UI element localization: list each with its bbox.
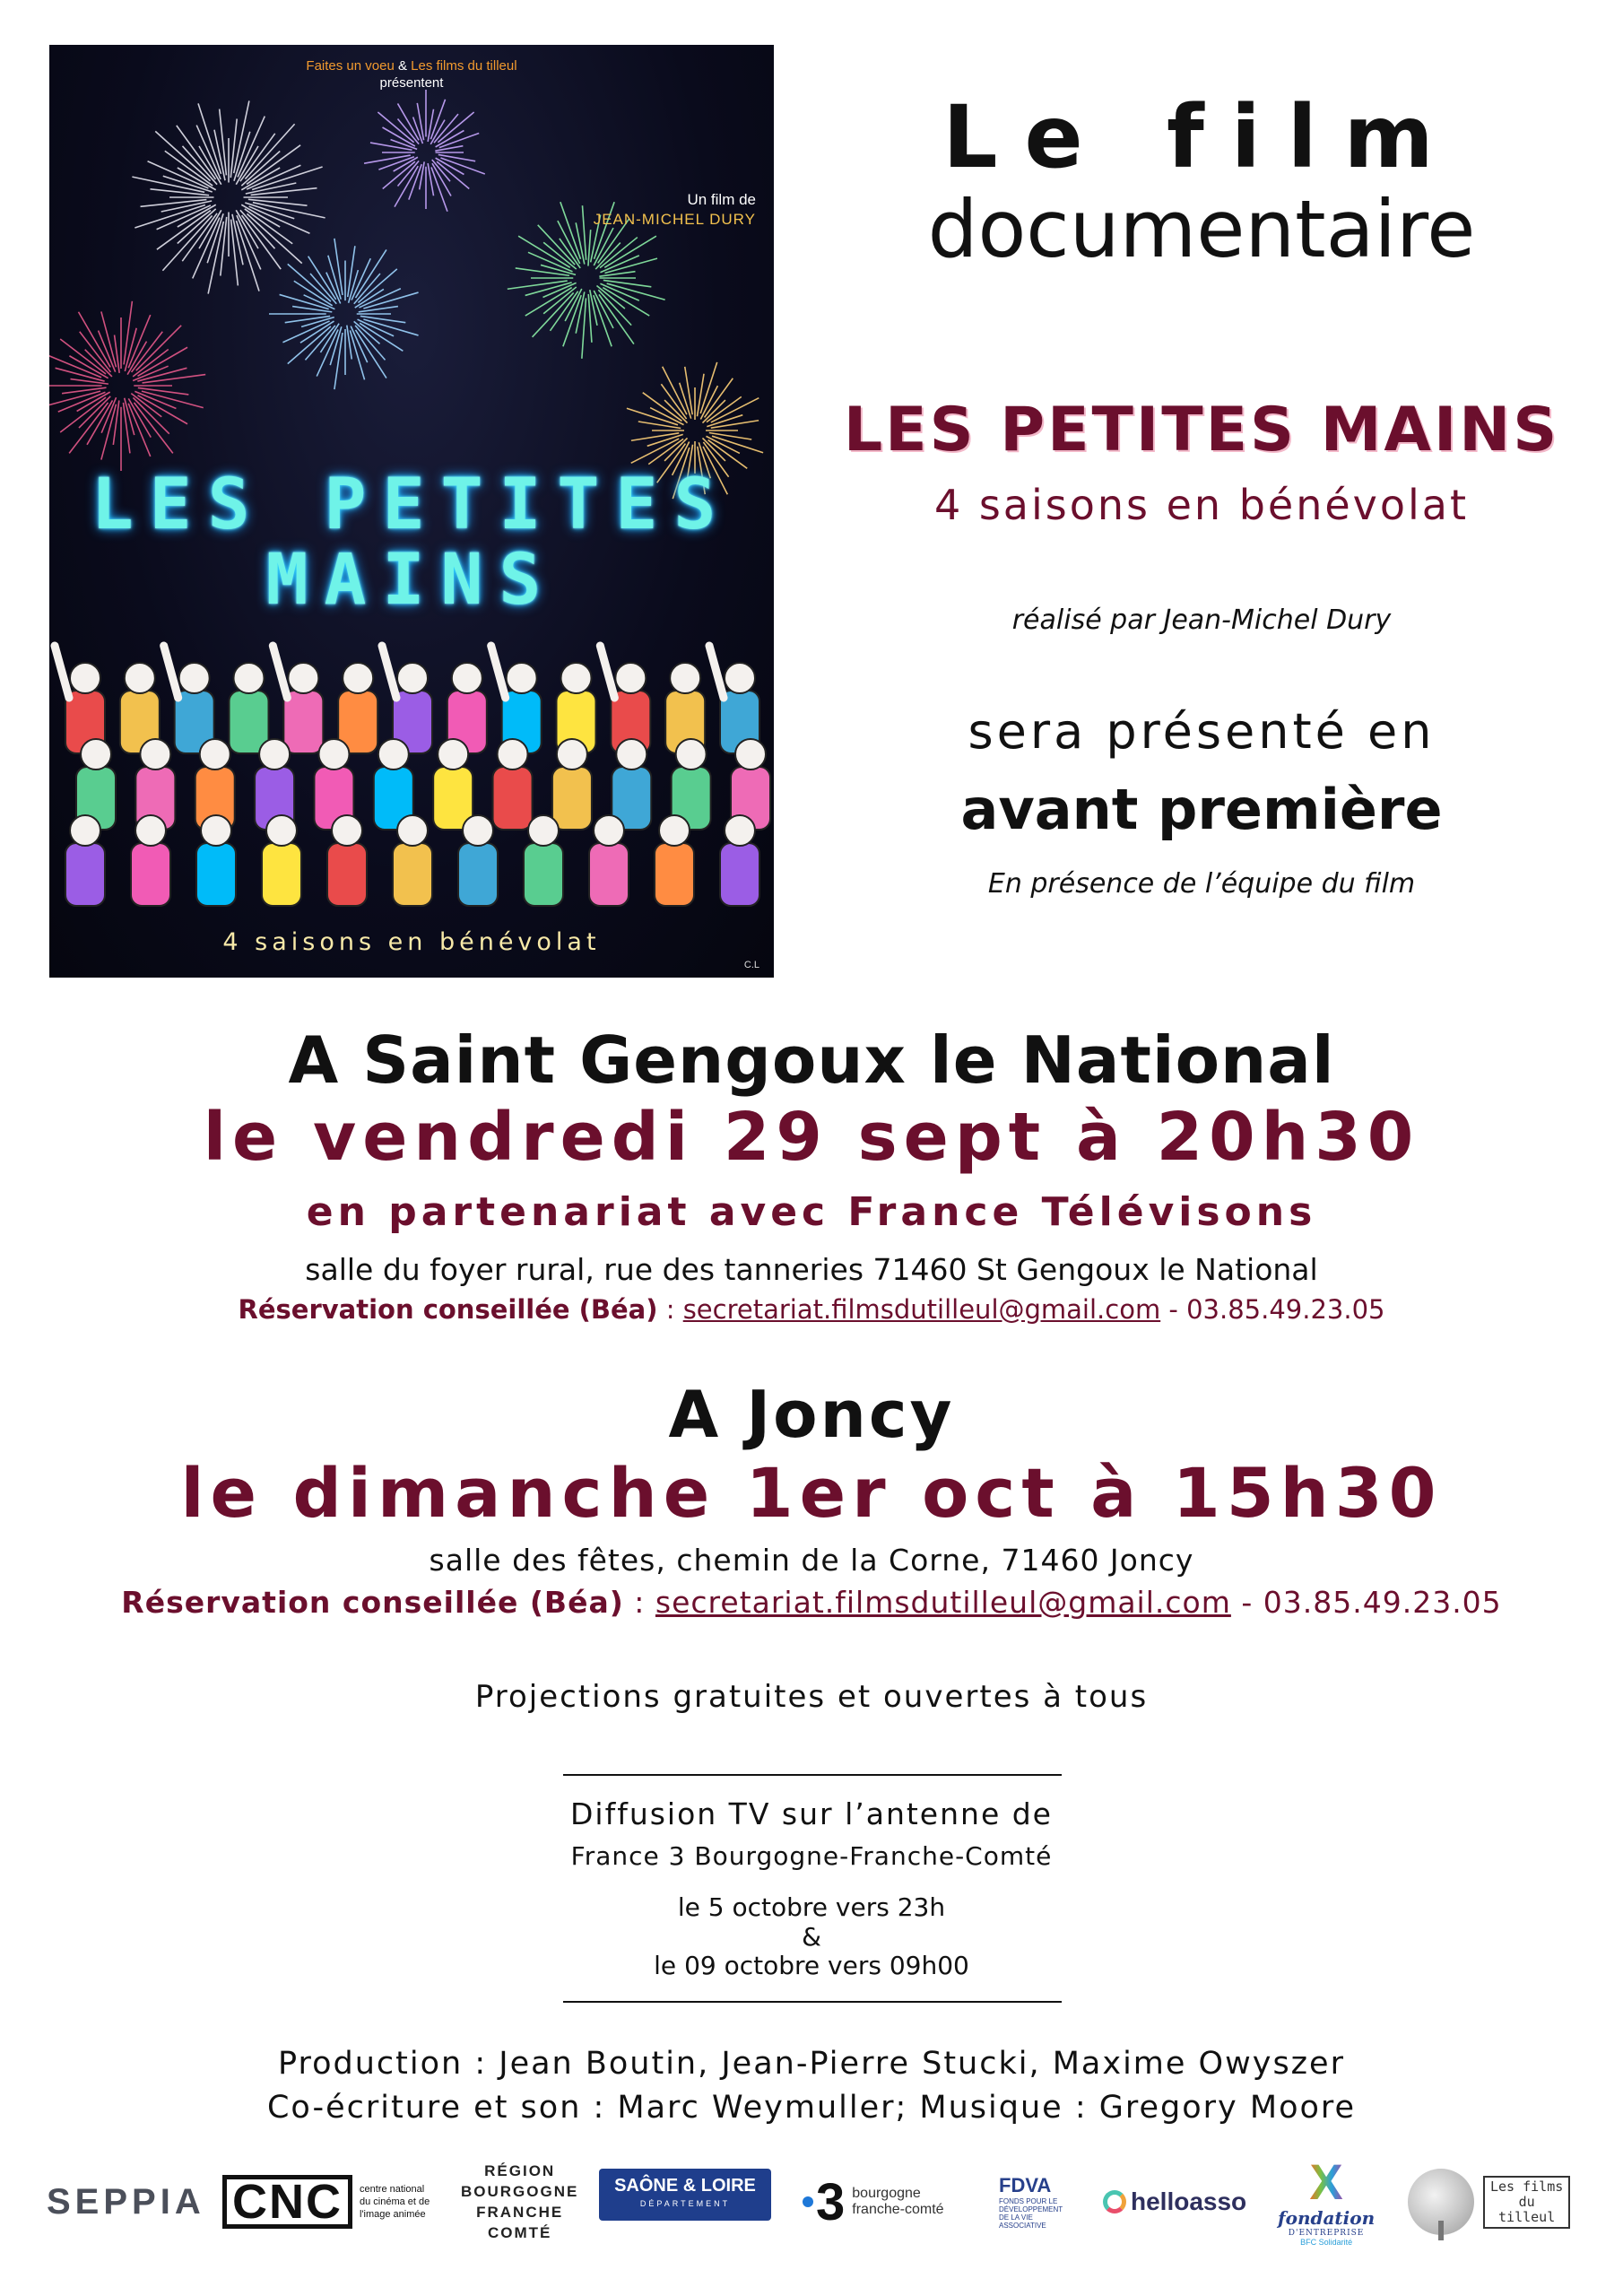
firework-ray (439, 133, 479, 147)
firework-ray (364, 155, 411, 163)
firework-ray (115, 335, 120, 372)
firework-ray (435, 146, 463, 151)
poster-director-intro: Un film de (687, 191, 756, 208)
firework-ray (603, 280, 651, 286)
crowd-body (327, 843, 367, 906)
region-line: BOURGOGNE (461, 2183, 579, 2200)
credits-writing: Co-écriture et son : Marc Weymuller; Musique : Gregory Moore (266, 2090, 1357, 2126)
firework-ray (123, 403, 129, 454)
film-title: LES PETITES MAINS (843, 395, 1560, 465)
tv-amp: & (802, 1922, 821, 1952)
event2-resa-label: Réservation conseillée (Béa) (121, 1585, 624, 1620)
france3-text-line: franche-comté (852, 2202, 944, 2217)
event2-venue: salle des fêtes, chemin de la Corne, 71460 Joncy (429, 1543, 1194, 1578)
event1-phone: - 03.85.49.23.05 (1160, 1294, 1385, 1325)
crowd-body (552, 767, 592, 830)
firework-ray (280, 294, 329, 309)
region-bfc-logo (461, 2148, 578, 2256)
cnc-text (360, 2183, 430, 2221)
firework-ray (712, 436, 763, 453)
event1-reservation (0, 1294, 1623, 1325)
firework-ray (132, 177, 204, 192)
firework-ray (508, 281, 568, 289)
crowd-head (70, 815, 100, 846)
firework-ray (709, 433, 751, 440)
crowd-head (507, 663, 537, 693)
firework-ray (334, 333, 343, 389)
film-poster (49, 45, 774, 978)
fondation-x-icon: X (1309, 2153, 1343, 2210)
credits-production: Production : Jean Boutin, Jean-Pierre Stucki, Maxime Owyszer (278, 2046, 1345, 2082)
saone-loire-logo (599, 2169, 771, 2221)
crowd-head (397, 663, 428, 693)
firework-ray (232, 214, 243, 265)
firework-ray (360, 316, 405, 322)
event2-email-link[interactable]: secretariat.filmsdutilleul@gmail.com (655, 1585, 1231, 1620)
crowd-head (725, 815, 755, 846)
firework-ray (125, 328, 136, 371)
firework-ray (208, 222, 223, 294)
event1-resa-sep: : (657, 1294, 683, 1325)
header-line1: Le film (942, 87, 1461, 187)
fdva-line: FONDS POUR LE (999, 2197, 1058, 2205)
firework-ray (638, 422, 681, 429)
crowd-head (318, 739, 349, 770)
cnc-text-line: centre national (360, 2184, 425, 2195)
firework-ray (437, 161, 469, 188)
firework-ray (330, 326, 342, 365)
france3-dot-icon (803, 2196, 813, 2207)
tilleul-line: tilleul (1498, 2208, 1556, 2225)
firework-ray (428, 109, 433, 142)
crowd-head (266, 815, 297, 846)
crowd-head (140, 739, 170, 770)
crowd-body (65, 843, 105, 906)
firework-ray (251, 188, 317, 196)
poster-director (594, 190, 756, 230)
presented-text: sera présenté en (968, 703, 1436, 760)
event1-date: le vendredi 29 sept à 20h30 (203, 1099, 1420, 1176)
crowd-body (196, 843, 236, 906)
crowd-head (70, 663, 100, 693)
cnc-mark: CNC (222, 2175, 352, 2229)
event2-place: A Joncy (668, 1377, 955, 1452)
firework-ray (370, 143, 412, 150)
crowd-body (655, 843, 694, 906)
crowd-head (288, 663, 318, 693)
made-by: réalisé par Jean-Michel Dury (1011, 604, 1392, 636)
cnc-text-line: l'image animée (360, 2209, 426, 2220)
firework-ray (705, 378, 733, 418)
fdva-line: DÉVELOPPEMENT (999, 2205, 1063, 2213)
firework-ray (62, 387, 106, 394)
crowd-body (493, 767, 533, 830)
firework-ray (438, 154, 475, 161)
presence-text: En présence de l’équipe du film (987, 868, 1416, 900)
firework-ray (516, 268, 569, 275)
firework-ray (607, 283, 665, 300)
crowd-head (615, 663, 646, 693)
poster-title-line1: LES PETITES (91, 465, 733, 545)
tv-date2: le 09 octobre vers 09h00 (654, 1951, 969, 1980)
firework-ray (582, 205, 586, 260)
firework-ray (599, 272, 635, 277)
firework-ray (431, 167, 447, 211)
firework-ray (220, 109, 227, 176)
poster-presenter-a: Faites un voeu (306, 58, 395, 74)
crowd-arm (600, 646, 614, 698)
poster-title-line2: MAINS (265, 540, 558, 621)
crowd-arm (491, 646, 506, 698)
crowd-body (524, 843, 563, 906)
tilleul-text (1483, 2176, 1570, 2229)
poster-subtitle: 4 saisons en bénévolat (222, 928, 601, 956)
helloasso-text: helloasso (1131, 2187, 1247, 2215)
firework-ray (541, 265, 576, 274)
firework-ray (124, 301, 132, 365)
crowd-arm (273, 646, 287, 698)
event1-place: A Saint Gengoux le National (288, 1022, 1335, 1098)
firework-ray (440, 158, 484, 174)
firework-ray (230, 118, 237, 178)
firework-ray (631, 433, 679, 440)
crowd-head (616, 739, 647, 770)
crowd-head (179, 663, 210, 693)
crowd-arm (55, 646, 69, 698)
tilleul-line: du (1518, 2193, 1535, 2210)
crowd-head (343, 663, 373, 693)
header-line2: documentaire (927, 183, 1476, 275)
firework-ray (328, 256, 341, 300)
crowd-head (135, 815, 166, 846)
event1-partner: en partenariat avec France Télévisons (306, 1189, 1317, 1235)
event2-phone: - 03.85.49.23.05 (1230, 1585, 1502, 1620)
firework-ray (113, 400, 119, 444)
firework-ray (700, 362, 717, 413)
crowd-head (557, 739, 587, 770)
crowd-arm (382, 646, 396, 698)
firework-ray (125, 398, 135, 435)
crowd-head (463, 815, 493, 846)
firework-ray (643, 393, 682, 422)
firework-ray (430, 100, 445, 139)
firework-ray (253, 203, 325, 218)
region-line: COMTÉ (487, 2224, 552, 2241)
firework-ray (285, 316, 330, 322)
firework-ray (143, 375, 206, 383)
firework-ray (711, 421, 759, 428)
firework-ray (359, 307, 398, 312)
france3-number: 3 (816, 2172, 846, 2231)
helloasso-logo (1103, 2148, 1246, 2256)
firework-ray (161, 201, 212, 212)
divider-top (563, 1774, 1062, 1776)
firework-ray (707, 415, 742, 427)
poster-presenter-amp: & (394, 58, 412, 74)
poster-presenters (49, 57, 774, 91)
firework-ray (680, 383, 691, 419)
firework-ray (420, 161, 424, 189)
firework-ray (56, 368, 105, 381)
fdva-logo (999, 2148, 1063, 2256)
poster-director-name: JEAN-MICHEL DURY (593, 211, 756, 228)
fondation-sub: D'ENTREPRISE (1288, 2229, 1365, 2238)
firework-ray (525, 283, 572, 296)
firework-ray (347, 326, 352, 360)
firework-ray (685, 367, 692, 414)
firework-ray (363, 292, 418, 309)
firework-ray (588, 294, 592, 343)
tv-date1: le 5 octobre vers 23h (677, 1892, 946, 1922)
firework-ray (101, 404, 117, 460)
firework-ray (417, 103, 423, 140)
fdva-line: DE LA VIE (999, 2213, 1033, 2222)
divider-bottom (563, 2001, 1062, 2003)
helloasso-ring-icon (1103, 2190, 1126, 2213)
firework-ray (214, 130, 225, 180)
tv-line2: France 3 Bourgogne-Franche-Comté (570, 1841, 1053, 1871)
crowd-body (131, 843, 170, 906)
crowd-body (458, 843, 498, 906)
crowd-head (735, 739, 766, 770)
crowd-drawing (55, 646, 770, 906)
crowd-head (81, 739, 111, 770)
event1-email-link[interactable]: secretariat.filmsdutilleul@gmail.com (682, 1294, 1161, 1325)
crowd-head (397, 815, 428, 846)
firework-ray (234, 100, 249, 173)
crowd-body (262, 843, 301, 906)
firework-ray (246, 183, 296, 194)
firework-ray (142, 391, 204, 407)
crowd-head (438, 739, 468, 770)
crowd-body (589, 843, 629, 906)
cnc-text-line: du cinéma et de (360, 2196, 430, 2207)
crowd-arm (164, 646, 178, 698)
crowd-head (234, 663, 265, 693)
crowd-head (378, 739, 409, 770)
crowd-head (332, 815, 362, 846)
event2-date: le dimanche 1er oct à 15h30 (180, 1453, 1443, 1533)
firework-ray (348, 246, 355, 297)
seppia-logo: SEPPIA (47, 2181, 205, 2222)
saone-sub: DÉPARTEMENT (639, 2199, 731, 2208)
fondation-bfc: BFC Solidarité (1300, 2238, 1353, 2247)
firework-ray (150, 189, 209, 196)
crowd-body (720, 843, 759, 906)
event2-reservation (0, 1585, 1623, 1620)
firework-ray (141, 200, 207, 207)
firework-ray (231, 220, 239, 286)
firework-ray (428, 163, 433, 196)
tree-icon (1408, 2169, 1474, 2235)
saone-title: SAÔNE & LOIRE (614, 2176, 756, 2196)
firework-ray (363, 319, 418, 335)
firework-ray (137, 368, 187, 381)
cnc-logo (222, 2148, 430, 2256)
fondation-bfc-logo (1278, 2139, 1375, 2265)
firework-ray (647, 434, 683, 446)
tv-line1: Diffusion TV sur l’antenne de (570, 1796, 1053, 1831)
region-line: RÉGION (484, 2162, 556, 2179)
firework-ray (138, 387, 189, 394)
region-line: FRANCHE (476, 2204, 564, 2221)
crowd-head (725, 663, 755, 693)
crowd-head (670, 663, 700, 693)
france3-text-line: bourgogne (852, 2186, 921, 2201)
crowd-head (594, 815, 624, 846)
crowd-head (659, 815, 690, 846)
poster-presents: présentent (379, 75, 444, 91)
firework-ray (292, 307, 332, 312)
crowd-head (125, 663, 155, 693)
fondation-title: fondation (1278, 2207, 1376, 2229)
crowd-arm (709, 646, 724, 698)
crowd-head (452, 663, 482, 693)
crowd-head (201, 815, 231, 846)
firework-ray (334, 239, 343, 295)
france3-text (852, 2186, 943, 2218)
firework-ray (350, 330, 364, 379)
firework-ray (627, 408, 678, 425)
fdva-line: ASSOCIATIVE (999, 2222, 1046, 2230)
crowd-head (561, 663, 592, 693)
fdva-title: FDVA (999, 2174, 1052, 2196)
crowd-head (200, 739, 230, 770)
free-screenings: Projections gratuites et ouvertes à tous (474, 1679, 1149, 1715)
firework-ray (698, 374, 705, 416)
poster-credit: C.L (743, 960, 759, 970)
event1-venue: salle du foyer rural, rue des tanneries 71460 St Gengoux le National (305, 1252, 1318, 1287)
films-du-tilleul-logo (1408, 2148, 1570, 2256)
poster-presenter-b: Les films du tilleul (411, 58, 517, 74)
crowd-head (528, 815, 559, 846)
crowd-head (498, 739, 528, 770)
event1-resa-label: Réservation conseillée (Béa) (238, 1294, 658, 1325)
firework-ray (604, 258, 656, 273)
event2-resa-sep: : (623, 1585, 655, 1620)
firework-ray (248, 199, 308, 205)
film-subtitle: 4 saisons en bénévolat (933, 481, 1470, 529)
firework-ray (101, 311, 117, 367)
crowd-head (259, 739, 290, 770)
crowd-body (393, 843, 432, 906)
crowd-head (676, 739, 707, 770)
avant-premiere: avant première (960, 777, 1443, 842)
firework-ray (221, 217, 227, 276)
firework-ray (70, 379, 108, 385)
tilleul-line: Les films (1490, 2178, 1564, 2195)
france3-logo (803, 2148, 944, 2256)
firework-ray (582, 298, 586, 358)
